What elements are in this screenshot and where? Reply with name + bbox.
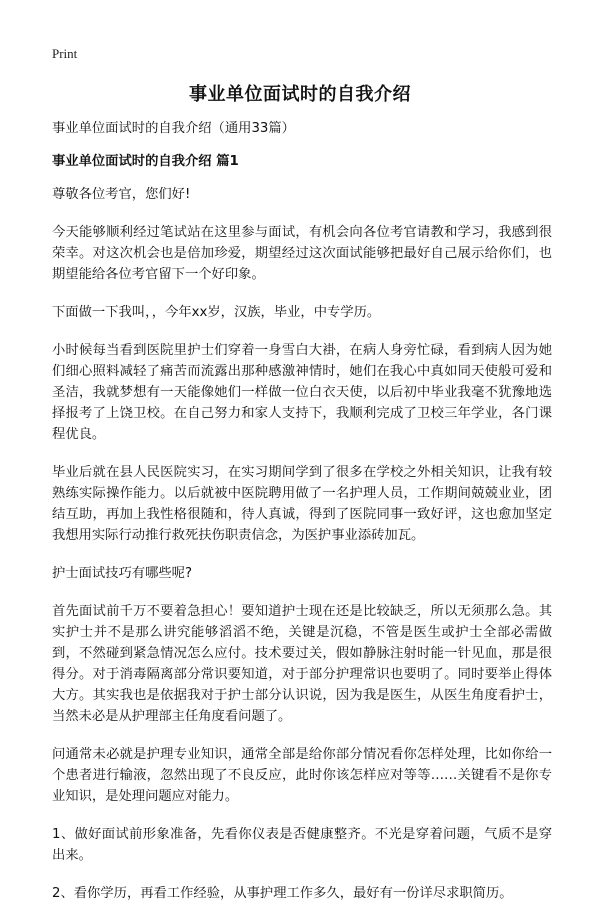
- paragraph-basic-info: 下面做一下我叫，，今年xx岁，汉族，毕业，中专学历。: [52, 305, 381, 320]
- document-body: [52, 118, 552, 921]
- paragraph-intro: 今天能够顺利经过笔试站在这里参与面试，有机会向各位考官请教和学习，我感到很荣幸。对这次机会也是倍加珍爱，期望经过这次面试能够把最好自己展示给你们，也期望能给各位考官留下一个好印象。: [52, 225, 552, 282]
- paragraph-tips-2: 问通常未必就是护理专业知识，通常全部是给你部分情况看你怎样处理，比如你给一个患者进行输液，忽然出现了不良反应，此时你该怎样应对等等……关键看不是你专业知识，是处理问题应对能力。: [52, 747, 552, 804]
- document-subtitle: 事业单位面试时的自我介绍（通用33篇）: [52, 121, 295, 136]
- page-title: 事业单位面试时的自我介绍: [189, 84, 411, 105]
- paragraph-list-item-2: 2、看你学历，再看工作经验，从事护理工作多久，最好有一份详尽求职简历。: [52, 886, 513, 901]
- paragraph-tips-question: 护士面试技巧有哪些呢?: [52, 566, 193, 581]
- section-heading: 事业单位面试时的自我介绍 篇1: [52, 154, 239, 169]
- paragraph-tips-1: 首先面试前千万不要着急担心！要知道护士现在还是比较缺乏，所以无须那么急。其实护士并不是那么讲究能够滔滔不绝，关键是沉稳，不管是医生或护士全部必需做到，不然碰到紧急情况怎么应付。技术要过关，假如静脉注射时能一针见血，那是很得分。对于消毒隔离部分常识要知道，对于部分护理常识也要明了。同时要举止得体大方。其实我也是依据我对于护士部分认识说，因为我是医生，从医生角度看护士，当然未必是从护理部主任角度看问题了。: [52, 604, 552, 724]
- paragraph-greeting: 尊敬各位考官，您们好!: [52, 187, 191, 202]
- paragraph-childhood: 小时候每当看到医院里护士们穿着一身雪白大褂，在病人身旁忙碌，看到病人因为她们细心照料减轻了痛苦而流露出那种感激神情时，她们在我心中真如同天使般可爱和圣洁，我就梦想有一天能像她们一样做一位白衣天使，以后初中毕业我毫不犹豫地选择报考了上饶卫校。在自己努力和家人支持下，我顺利完成了卫校三年学业，各门课程优良。: [52, 343, 552, 442]
- paragraph-list-item-1: 1、做好面试前形象准备，先看你仪表是否健康整齐。不光是穿着问题，气质不是穿出来。: [52, 827, 552, 863]
- paragraph-career: 毕业后就在县人民医院实习，在实习期间学到了很多在学校之外相关知识，让我有较熟练实际操作能力。以后就被中医院聘用做了一名护理人员，工作期间兢兢业业，团结互助，再加上我性格很随和，待人真诚，得到了医院同事一致好评，这也愈加坚定我想用实际行动推行救死扶伤职责信念，为医护事业添砖加瓦。: [52, 465, 552, 543]
- print-link[interactable]: Print: [52, 46, 78, 61]
